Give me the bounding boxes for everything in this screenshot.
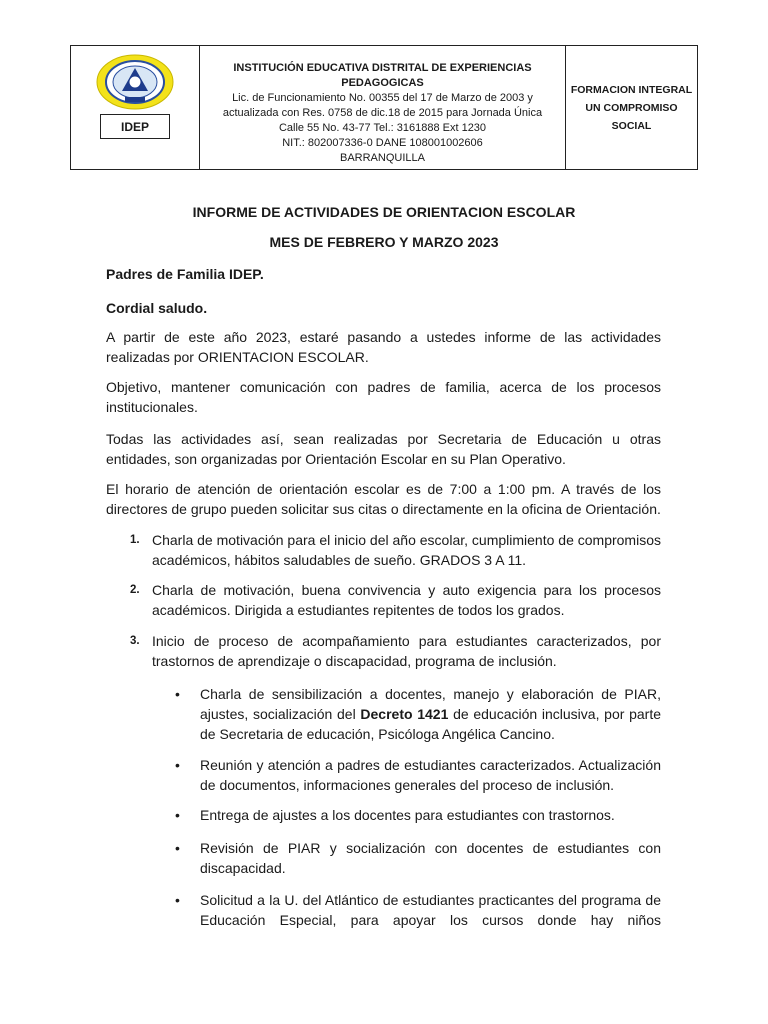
paragraph-activities: Todas las actividades así, sean realizadas por Secretaria de Educación u otras entidades, son organizadas por Orientación Escolar en su Plan Operativo. [106,431,661,467]
paragraph-objective: Objetivo, mantener comunicación con padres de familia, acerca de los procesos institucionales. [106,379,661,415]
bullet-text: de educación inclusiva, por parte de Secretaria de educación, Psicóloga Angélica Cancino. [200,706,661,742]
institution-info [200,46,566,169]
bullet-text: Charla de sensibilización a docentes, manejo y elaboración de PIAR, ajustes, socialización del [200,686,661,722]
logo-caption: IDEP [100,114,170,139]
document-subtitle: MES DE FEBRERO Y MARZO 2023 [269,234,499,250]
bullet-item-piar-review: Revisión de PIAR y socialización con docentes de estudiantes con discapacidad. [200,840,661,876]
motto-line-3: SOCIAL [611,119,652,132]
institution-name: INSTITUCIÓN EDUCATIVA DISTRITAL DE EXPERIENCIAS PEDAGOGICAS [233,62,532,89]
addressee: Padres de Familia IDEP. [106,266,264,282]
paragraph-schedule: El horario de atención de orientación escolar es de 7:00 a 1:00 pm. A través de los directores de grupo pueden solicitar sus citas o directamente en la oficina de Orientación. [106,481,661,517]
greeting: Cordial saludo. [106,300,208,316]
bullet-item-parent-meeting: Reunión y atención a padres de estudiantes caracterizados. Actualización de documentos, informaciones generales del proceso de inclusión. [200,757,661,793]
list-item-inclusion: Inicio de proceso de acompañamiento para estudiantes caracterizados, por trastornos de aprendizaje o discapacidad, programa de inclusión. [152,633,661,669]
motto-line-1: FORMACION INTEGRAL [570,83,693,96]
bullet-icon: • [175,892,180,908]
bullet-item-university-request: Solicitud a la U. del Atlántico de estudiantes practicantes del programa de Educación Especial, para apoyar los cursos donde hay niños [200,892,661,928]
letterhead [70,45,698,170]
paragraph-intro: A partir de este año 2023, estaré pasando a ustedes informe de las actividades realizadas por ORIENTACION ESCOLAR. [106,329,661,365]
bullet-icon: • [175,807,180,823]
license-line-2: actualizada con Res. 0758 de dic.18 de 2015 para Jornada Única [222,107,543,119]
bullet-item-adjustments: Entrega de ajustes a los docentes para estudiantes con trastornos. [200,807,615,823]
list-number: 3. [130,635,140,647]
list-item-coexistence: Charla de motivación, buena convivencia y auto exigencia para los procesos académicos. Dirigida a estudiantes repitentes de todos los grados. [152,582,661,618]
bullet-icon: • [175,686,180,702]
document-title: INFORME DE ACTIVIDADES DE ORIENTACION ESCOLAR [192,204,576,220]
motto-line-2: UN COMPROMISO [585,101,678,114]
bullet-icon: • [175,757,180,773]
list-number: 2. [130,584,140,596]
list-number: 1. [130,534,140,546]
school-crest-icon [95,53,175,111]
license-line-1: Lic. de Funcionamiento No. 00355 del 17 de Marzo de 2003 y [232,92,533,104]
bullet-icon: • [175,840,180,856]
nit-line: NIT.: 802007336-0 DANE 108001002606 [282,137,483,149]
city-line: BARRANQUILLA [340,152,425,164]
bullet-item-piar-training [200,684,661,744]
motto-cell [566,46,697,169]
address-line: Calle 55 No. 43-77 Tel.: 3161888 Ext 1230 [278,122,487,134]
logo-cell [71,46,200,169]
decree-reference: Decreto 1421 [360,706,449,722]
list-item-motivation: Charla de motivación para el inicio del año escolar, cumplimiento de compromisos académicos, hábitos saludables de sueño. GRADOS 3 A 11. [152,532,661,568]
